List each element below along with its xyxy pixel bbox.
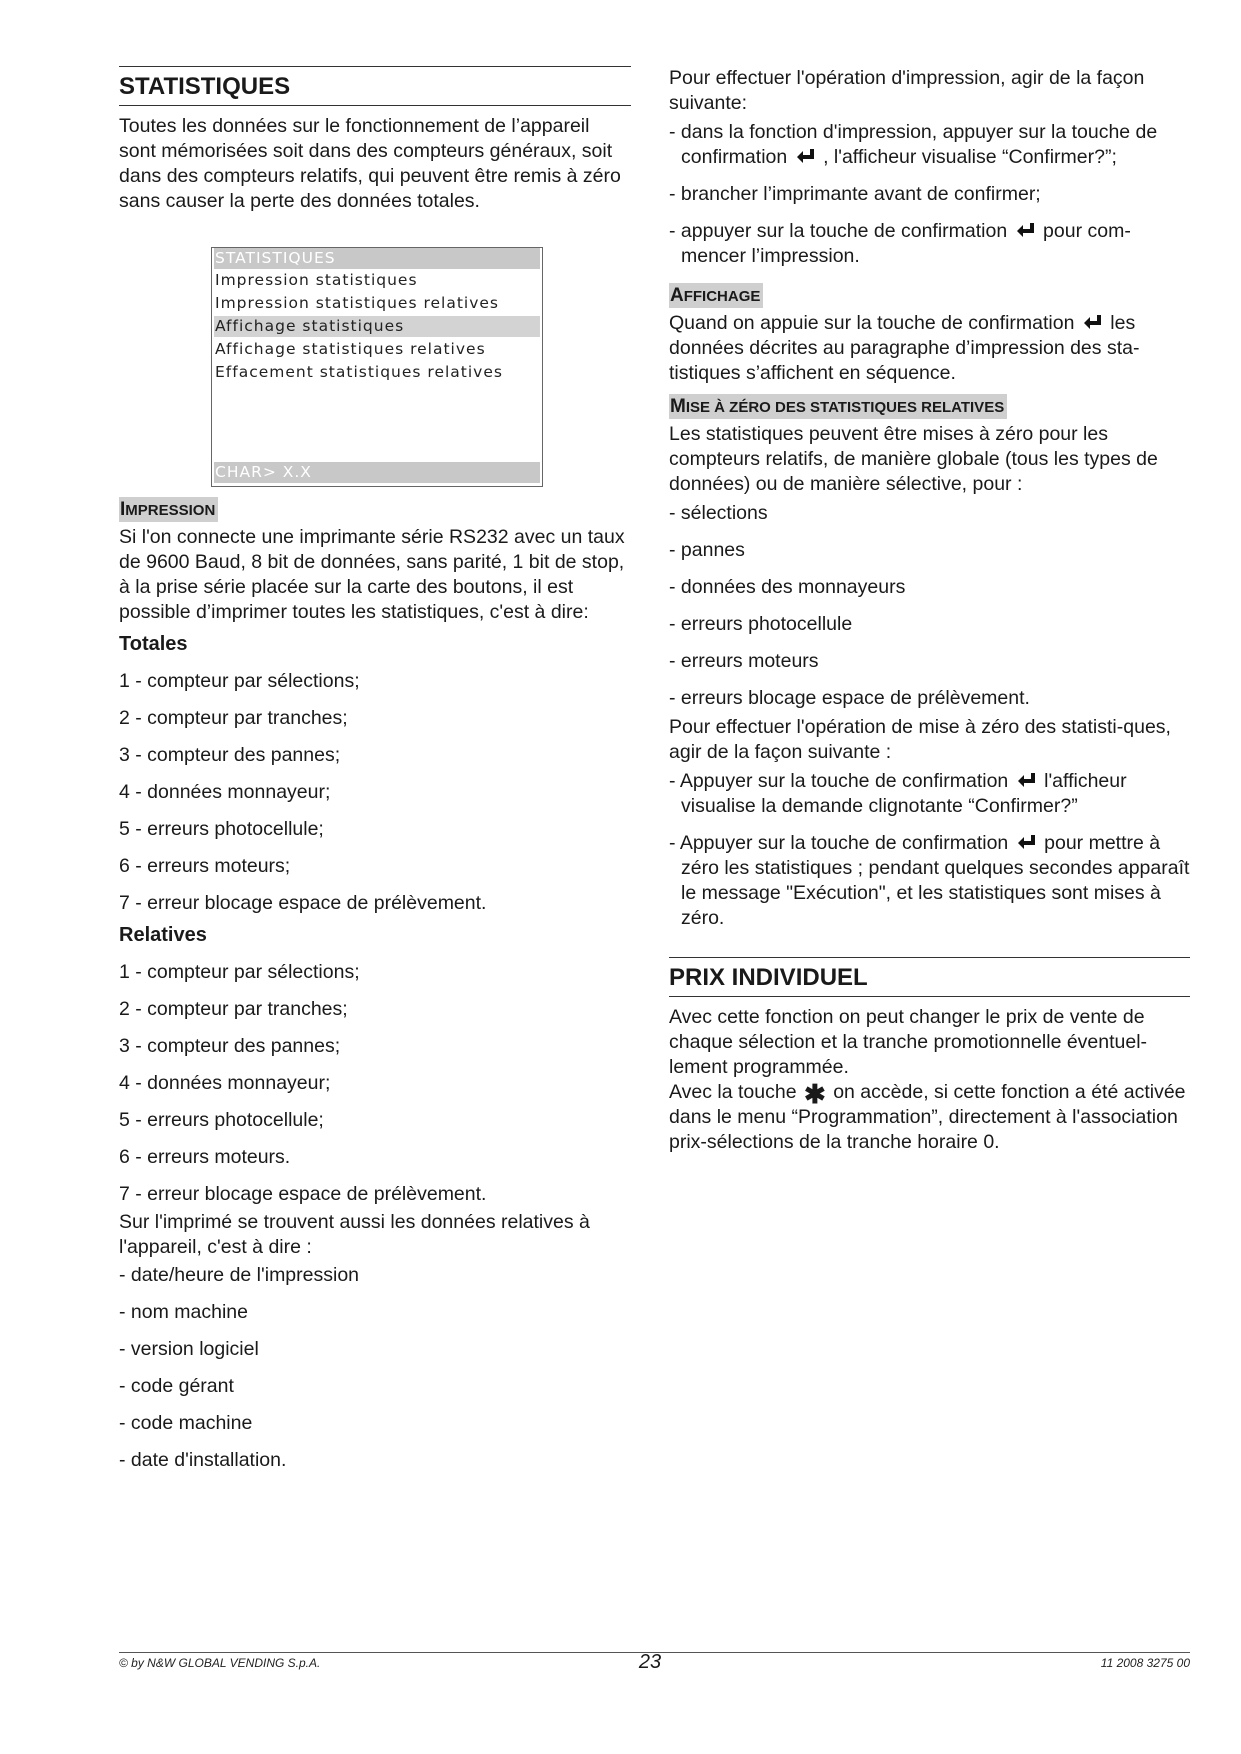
list-item: - date/heure de l'impression xyxy=(119,1264,360,1286)
subhead-affichage xyxy=(669,283,763,308)
print-step-3 xyxy=(669,219,1190,269)
list-item: - erreurs photocellule xyxy=(669,613,853,635)
list-item: 3 - compteur des pannes; xyxy=(119,744,341,766)
list-item: 7 - erreur blocage espace de prélèvement. xyxy=(119,892,487,914)
affichage-text xyxy=(669,311,1190,386)
list-item: 4 - données monnayeur; xyxy=(119,1072,331,1094)
affichage-text-start: Quand on appuie sur la touche de confirmation xyxy=(669,312,1075,334)
print-step-1 xyxy=(669,120,1190,170)
screen-footer: CHAR> X.X xyxy=(214,462,540,483)
enter-key-icon xyxy=(795,147,816,166)
list-item: - erreurs moteurs xyxy=(669,650,819,672)
list-item: 1 - compteur par sélections; xyxy=(119,961,360,983)
list-item: - nom machine xyxy=(119,1301,248,1323)
also-text: Sur l'imprimé se trouvent aussi les données relatives à l'appareil, c'est à dire : xyxy=(119,1211,590,1258)
list-item: - pannes xyxy=(669,539,745,561)
print-step-3-text-end: pour com-mencer l’impression. xyxy=(681,220,1131,267)
print-step-2: - brancher l’imprimante avant de confirmer; xyxy=(669,183,1041,205)
reset-step-1 xyxy=(669,769,1190,819)
list-item: - code machine xyxy=(119,1412,253,1434)
footer-doc-code: 11 2008 3275 00 xyxy=(1100,1656,1190,1670)
reset-text: Les statistiques peuvent être mises à zéro pour les compteurs relatifs, de manière globale (tous les types de données) ou de manière sélective, pour : xyxy=(669,423,1158,495)
subhead-rest: MPRESSION xyxy=(125,502,216,519)
subhead-impression xyxy=(119,497,218,522)
subhead-cap: A xyxy=(670,285,684,306)
display-screen xyxy=(211,247,543,487)
screen-menu-item-selected: Affichage statistiques xyxy=(214,316,540,337)
reset-procedure-intro: Pour effectuer l'opération de mise à zéro des statisti-ques, agir de la façon suivante : xyxy=(669,716,1171,763)
reset-step-2-text: - Appuyer sur la touche de confirmation xyxy=(669,832,1009,854)
screen-header: STATISTIQUES xyxy=(214,248,540,269)
reset-step-2-text-end: pour mettre à zéro les statistiques ; pendant quelques secondes apparaît le message "Exécution", et les statistiques sont mises à zéro. xyxy=(681,832,1190,929)
list-item: 1 - compteur par sélections; xyxy=(119,670,360,692)
footer-copyright: © by N&W GLOBAL VENDING S.p.A. xyxy=(119,1656,321,1670)
list-item: - date d'installation. xyxy=(119,1449,287,1471)
list-item: - erreurs blocage espace de prélèvement. xyxy=(669,687,1030,709)
subhead-cap: I xyxy=(120,499,126,520)
reset-step-1-text-end: l'afficheur visualise la demande clignotante “Confirmer?” xyxy=(681,770,1127,817)
list-item: 5 - erreurs photocellule; xyxy=(119,1109,324,1131)
page-number: 23 xyxy=(638,1651,662,1673)
affichage-text-end: les données décrites au paragraphe d’impression des sta-tistiques s’affichent en séquence. xyxy=(669,312,1140,384)
list-item: 7 - erreur blocage espace de prélèvement. xyxy=(119,1183,487,1205)
totales-heading: Totales xyxy=(119,633,188,655)
reset-step-1-text: - Appuyer sur la touche de confirmation xyxy=(669,770,1009,792)
list-item: 2 - compteur par tranches; xyxy=(119,707,348,729)
list-item: 3 - compteur des pannes; xyxy=(119,1035,341,1057)
enter-key-icon xyxy=(1082,313,1103,332)
list-item: 6 - erreurs moteurs. xyxy=(119,1146,291,1168)
relatives-heading: Relatives xyxy=(119,924,207,946)
print-step-1-text: - dans la fonction d'impression, appuyer sur la touche de confirmation xyxy=(669,121,1158,168)
print-intro: Pour effectuer l'opération d'impression, agir de la façon suivante: xyxy=(669,67,1145,114)
enter-key-icon xyxy=(1015,221,1036,240)
impression-text: Si l'on connecte une imprimante série RS232 avec un taux de 9600 Baud, 8 bit de données, sans parité, 1 bit de stop, à la prise série placée sur la carte des boutons, il est possible d’imprimer toutes les statistiques, c'est à dire: xyxy=(119,526,625,623)
list-item: 2 - compteur par tranches; xyxy=(119,998,348,1020)
list-item: - sélections xyxy=(669,502,768,524)
reset-step-2 xyxy=(669,831,1190,931)
statistiques-intro: Toutes les données sur le fonctionnement de l’appareil sont mémorisées soit dans des compteurs généraux, soit dans des compteurs relatifs, qui peuvent être remis à zéro sans causer la perte des données totales. xyxy=(119,115,621,212)
subhead-rest: ISE À ZÉRO DES STATISTIQUES RELATIVES xyxy=(685,399,1005,416)
section-title-statistiques: STATISTIQUES xyxy=(119,66,631,106)
subhead-rest: FFICHAGE xyxy=(683,288,761,305)
list-item: - code gérant xyxy=(119,1375,234,1397)
list-item: 6 - erreurs moteurs; xyxy=(119,855,291,877)
star-key-icon: ✱ xyxy=(803,1079,826,1109)
list-item: - version logiciel xyxy=(119,1338,259,1360)
enter-key-icon xyxy=(1016,833,1037,852)
screen-menu-item: Effacement statistiques relatives xyxy=(215,363,503,381)
section-title-prix-individuel: PRIX INDIVIDUEL xyxy=(669,957,1190,997)
screen-menu-item: Impression statistiques relatives xyxy=(215,294,500,312)
print-step-1-text-end: , l'afficheur visualise “Confirmer?”; xyxy=(823,146,1117,168)
list-item: 4 - données monnayeur; xyxy=(119,781,331,803)
list-item: 5 - erreurs photocellule; xyxy=(119,818,324,840)
right-column xyxy=(669,66,1190,1155)
list-item: - données des monnayeurs xyxy=(669,576,906,598)
left-column xyxy=(119,66,631,1485)
prix-text-1: Avec cette fonction on peut changer le prix de vente de chaque sélection et la tranche promotionnelle éventuel-lement programmée. xyxy=(669,1006,1148,1078)
screen-menu-item: Impression statistiques xyxy=(215,271,418,289)
enter-key-icon xyxy=(1016,771,1037,790)
prix-text-2-end: on accède, si cette fonction a été activée dans le menu “Programmation”, directement à l'association prix-sélections de la tranche horaire 0. xyxy=(669,1081,1186,1153)
prix-text-2-start: Avec la touche xyxy=(669,1081,797,1103)
prix-text-2 xyxy=(669,1080,1190,1155)
print-step-3-text: - appuyer sur la touche de confirmation xyxy=(669,220,1008,242)
subhead-mise-a-zero xyxy=(669,394,1007,419)
subhead-cap: M xyxy=(670,396,686,417)
screen-menu-item: Affichage statistiques relatives xyxy=(215,340,486,358)
